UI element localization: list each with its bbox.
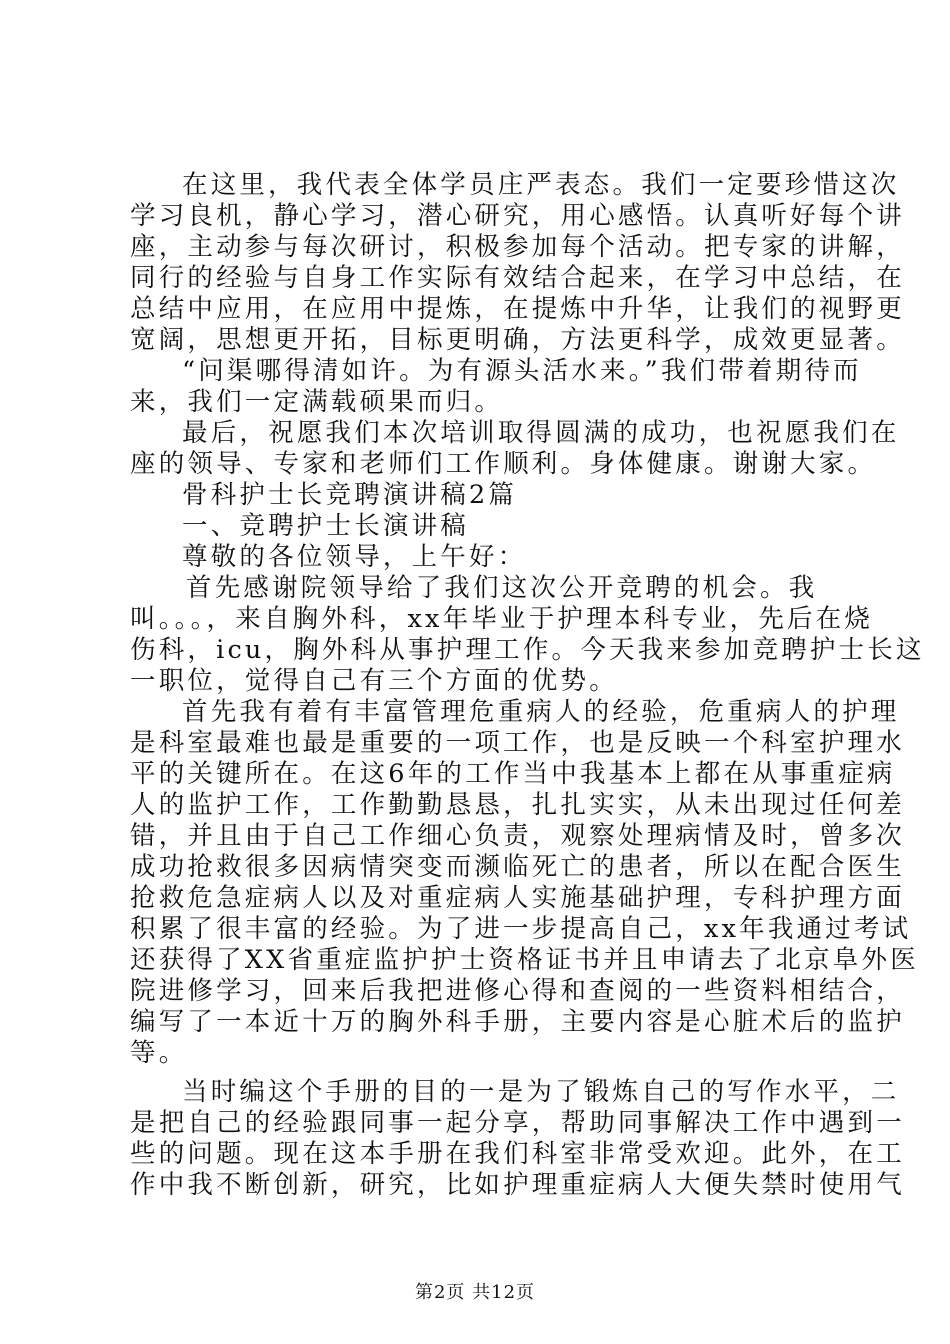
document-body [130,170,925,1201]
page-footer: 第2页 共12页 [414,1282,536,1303]
text-line: 宽阔，思想更开拓，目标更明确，方法更科学，成效更显著。 [130,325,905,355]
text-line: 当时编这个手册的目的一是为了锻炼自己的写作水平，二 [182,1077,900,1107]
text-line: 一、竞聘护士长演讲稿 [182,511,470,541]
text-line: 是科室最难也最是重要的一项工作，也是反映一个科室护理水 [130,728,905,758]
text-line: 在这里，我代表全体学员庄严表态。我们一定要珍惜这次 [182,170,900,200]
text-line: 错，并且由于自己工作细心负责，观察处理病情及时，曾多次 [130,821,905,851]
text-line: 成功抢救很多因病情突变而濒临死亡的患者，所以在配合医生 [130,852,905,882]
text-line: 同行的经验与自身工作实际有效结合起来，在学习中总结，在 [130,263,905,293]
text-line: 一职位，觉得自己有三个方面的优势。 [130,666,618,696]
text-line: 还获得了XX省重症监护护士资格证书并且申请去了北京阜外医 [130,945,919,975]
text-line: 总结中应用，在应用中提炼，在提炼中升华，让我们的视野更 [130,294,905,324]
text-line: 伤科，icu，胸外科从事护理工作。今天我来参加竞聘护士长这 [130,635,925,665]
text-line: 首先感谢院领导给了我们这次公开竞聘的机会。我 [186,573,818,603]
text-line: 来，我们一定满载硕果而归。 [130,387,504,417]
text-line: 编写了一本近十万的胸外科手册，主要内容是心脏术后的监护 [130,1007,905,1037]
text-line: 学习良机，静心学习，潜心研究，用心感悟。认真听好每个讲 [130,201,905,231]
text-line: 叫。。。，来自胸外科，xx年毕业于护理本科专业，先后在烧 [130,604,874,634]
text-line: 人的监护工作，工作勤勤恳恳，扎扎实实，从未出现过任何差 [130,790,905,820]
text-line: 抢救危急症病人以及对重症病人实施基础护理，专科护理方面 [130,883,905,913]
text-line: 座的领导、专家和老师们工作顺利。身体健康。谢谢大家。 [130,449,877,479]
text-line: 积累了很丰富的经验。为了进一步提高自己，xx年我通过考试 [130,914,912,944]
text-line: 作中我不断创新，研究，比如护理重症病人大便失禁时使用气 [130,1170,905,1200]
text-line: “问渠哪得清如许。为有源头活水来。”我们带着期待而 [182,356,862,386]
text-line: 首先我有着有丰富管理危重病人的经验，危重病人的护理 [182,697,900,727]
text-line: 院进修学习，回来后我把进修心得和查阅的一些资料相结合， [130,976,905,1006]
text-line: 座，主动参与每次研讨，积极参加每个活动。把专家的讲解， [130,232,905,262]
text-line: 是把自己的经验跟同事一起分享，帮助同事解决工作中遇到一 [130,1108,905,1138]
text-line: 平的关键所在。在这6年的工作当中我基本上都在从事重症病 [130,759,896,789]
text-line: 尊敬的各位领导，上午好： [182,542,527,572]
text-line: 等。 [130,1038,188,1068]
text-line: 些的问题。现在这本手册在我们科室非常受欢迎。此外，在工 [130,1139,905,1169]
text-line: 最后，祝愿我们本次培训取得圆满的成功，也祝愿我们在 [182,418,900,448]
text-line: 骨科护士长竞聘演讲稿2篇 [182,480,518,510]
